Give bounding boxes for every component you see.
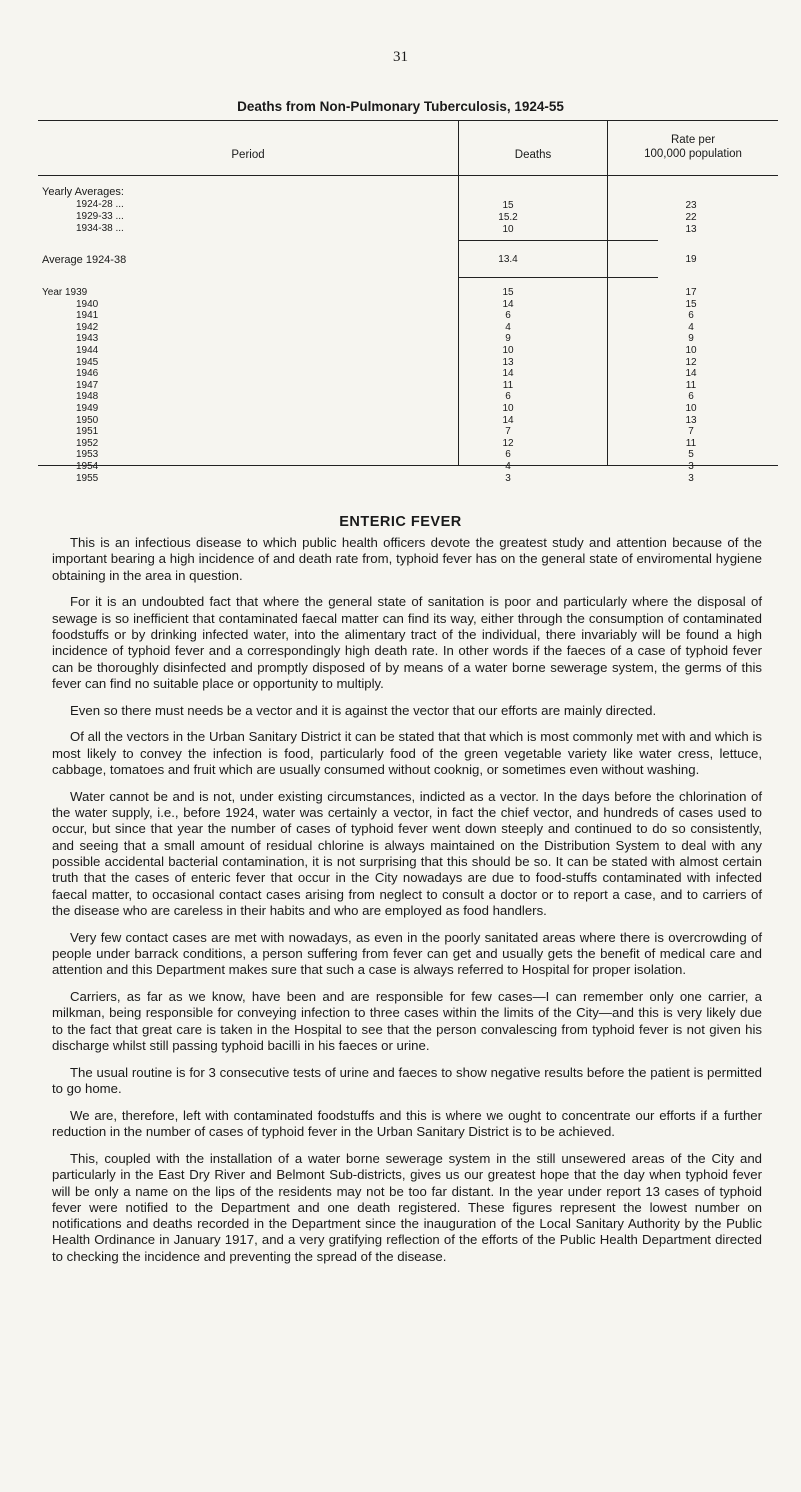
- table-row-deaths: 11: [502, 379, 514, 391]
- table-row-rate: 3: [688, 461, 694, 472]
- table-row-label: 1946: [76, 368, 99, 380]
- body-text: [52, 535, 762, 1276]
- table-row-rate: 10: [685, 345, 697, 356]
- table-row-rate: 5: [688, 449, 694, 461]
- table-row-rate: 13: [685, 224, 697, 235]
- table-row-rate: 13: [685, 414, 697, 426]
- table-row-deaths: 15: [502, 200, 514, 211]
- page-number: 31: [393, 49, 408, 65]
- paragraph: Very few contact cases are met with nowadays, as even in the poorly sanitated areas where there is overcrowding of people under barrack conditions, a person suffering from fever can get and usually gets the benefit of medical care and attention and this Department makes sure that such a case is always referred to Hospital for proper isolation.: [52, 929, 762, 978]
- table-row-label: Year 1939: [42, 287, 88, 298]
- table-title: Deaths from Non-Pulmonary Tuberculosis, 1924-55: [237, 99, 564, 114]
- table-row-label: 1951: [76, 426, 99, 438]
- section1-rule: [458, 240, 658, 241]
- table-row-label: 1952: [76, 437, 99, 449]
- paragraph: For it is an undoubted fact that where the general state of sanitation is poor and particularly where the disposal of sewage is so inefficient that contaminated faecal matter can find its way, either through the consumption of contaminated foodstuffs or by drinking infected water, into the alimentary tract of the individual, there invariably will be found a high incidence of typhoid fever and a correspondingly high death rate. In other words if the faeces of a case of typhoid fever can be thoroughly disinfected and promptly disposed of by means of a water borne sewerage system, the germs of this fever can find no suitable place or opportunity to multiply.: [52, 594, 762, 691]
- table-row-rate: 11: [685, 437, 697, 449]
- header-period: Period: [231, 149, 265, 161]
- table-row-label: 1944: [76, 345, 99, 356]
- table-row-deaths: 4: [505, 321, 511, 333]
- table-row-label: 1953: [76, 449, 99, 461]
- header-rate-line2: 100,000 population: [644, 148, 742, 160]
- table-row-label: 1934-38 ...: [76, 223, 124, 234]
- table-row-label: 1947: [76, 379, 99, 391]
- paragraph: The usual routine is for 3 consecutive tests of urine and faeces to show negative results before the patient is permitted to go home.: [52, 1064, 762, 1097]
- table-row-rate: 4: [688, 321, 694, 333]
- table-row-deaths: 10: [502, 403, 514, 414]
- table-row-rate: 6: [688, 310, 694, 322]
- table-row-deaths: 15: [502, 287, 514, 298]
- table-row-rate: 15: [685, 298, 697, 310]
- paragraph: This, coupled with the installation of a water borne sewerage system in the still unsewered areas of the City and particularly in the East Dry River and Belmont Sub-districts, gives us our greatest hope that the day when typhoid fever will be only a name on the lips of the residents may not be too far distant. In the year under report 13 cases of typhoid fever were notified to the Department and one death registered. These figures represent the lowest number on notifications and deaths recorded in the Department since the inauguration of the Local Sanitary Authority by the Public Health Ordinance in January 1917, and a very gratifying reflection of the efforts of the Public Health Department directed to checking the incidence and preventing the spread of the disease.: [52, 1151, 762, 1264]
- paragraph: Even so there must needs be a vector and it is against the vector that our efforts are mainly directed.: [70, 702, 657, 718]
- table-row-label: 1941: [76, 310, 99, 322]
- table-row-rate: 7: [688, 426, 694, 438]
- table-row-deaths: 14: [502, 414, 514, 426]
- table-row-label: 1955: [76, 472, 99, 484]
- table-row-label: 1950: [76, 414, 99, 426]
- table-row-deaths: 4: [505, 461, 511, 472]
- table-row-rate: 22: [685, 212, 697, 223]
- header-deaths: Deaths: [514, 149, 552, 161]
- deaths-column-rule: [458, 120, 459, 466]
- table-row-rate: 3: [688, 472, 694, 484]
- table-row-rate: 11: [685, 379, 697, 391]
- table-row-deaths: 9: [505, 333, 511, 345]
- rate-column-rule: [607, 120, 608, 466]
- table-row-rate: 14: [685, 368, 697, 380]
- table-row-label: 1942: [76, 321, 99, 333]
- table-row-deaths: 7: [505, 426, 511, 438]
- section1-heading: Yearly Averages:: [42, 186, 124, 198]
- table-row-rate: 12: [685, 356, 697, 368]
- average-rate: 19: [685, 254, 697, 265]
- table-row-rate: 9: [688, 333, 694, 345]
- table-row-label: 1945: [76, 356, 99, 368]
- tuberculosis-table: [38, 120, 778, 484]
- paragraph: Carriers, as far as we know, have been and are responsible for few cases—I can remember only one carrier, a milkman, being responsible for conveying infection to three cases within the limits of the City—and this is very likely due to the fact that great care is taken in the Hospital to see that the person convalescing from typhoid fever is not given his discharge whilst still passing typhoid bacilli in his faeces or urine.: [52, 989, 762, 1054]
- header-rate-line1: Rate per: [670, 134, 716, 146]
- table-row-rate: 10: [685, 403, 697, 414]
- paragraph: We are, therefore, left with contaminated foodstuffs and this is where we ought to concentrate our efforts if a further reduction in the number of cases of typhoid fever in the Urban Sanitary District is to be achieved.: [52, 1107, 762, 1140]
- table-top-rule: [38, 120, 778, 121]
- table-row-deaths: 10: [502, 224, 514, 235]
- table-header-rule: [38, 175, 778, 176]
- table-row-deaths: 3: [505, 472, 511, 484]
- table-row-label: 1948: [76, 391, 99, 403]
- paragraph: Water cannot be and is not, under existing circumstances, indicted as a vector. In the days before the chlorination of the water supply, i.e., before 1924, water was certainly a vector, in fact the chief vector, and hundreds of cases used to occur, but since that year the number of cases of typhoid fever went down steeply and continued to do so consistently, and seeing that a small amount of residual chlorine is always maintained on the Distribution System to deal with any possible accidental bacterial contamination, it is not surprising that this should be so. It can be stated with almost certain truth that the cases of enteric fever that occur in the City nowadays are due to food-stuffs contaminated with infected faecal matter, to occasional contact cases arising from neglect to consult a doctor or to report a case, and to carriers of the disease who are careless in their habits and who are employed as food handlers.: [52, 788, 762, 918]
- table-row-rate: 17: [685, 287, 697, 298]
- table-row-deaths: 14: [502, 368, 514, 380]
- table-row-label: 1940: [76, 298, 99, 310]
- table-row-deaths: 12: [502, 437, 514, 449]
- table-row-rate: 23: [685, 200, 697, 211]
- table-row-deaths: 6: [505, 391, 511, 403]
- table-row-deaths: 14: [502, 298, 514, 310]
- paragraph: This is an infectious disease to which public health officers devote the greatest study and attention because of the important bearing a high incidence of and death rate from, typhoid fever has on the general state of enviromental hygiene obtaining in the area in question.: [52, 535, 762, 583]
- table-row-deaths: 6: [505, 449, 511, 461]
- section-heading: ENTERIC FEVER: [339, 514, 462, 530]
- table-row-deaths: 10: [502, 345, 514, 356]
- table-row-deaths: 6: [505, 310, 511, 322]
- table-row-deaths: 13: [502, 356, 514, 368]
- table-row-label: 1949: [76, 403, 99, 414]
- table-row-deaths: 15.2: [498, 212, 518, 223]
- table-row-label: 1924-28 ...: [76, 199, 124, 210]
- section2-rule: [458, 277, 658, 278]
- table-row-label: 1929-33 ...: [76, 211, 124, 222]
- paragraph: Of all the vectors in the Urban Sanitary District it can be stated that that which is most commonly met with and which is most likely to convey the infection is food, particularly food of the green vegetable variety like water cress, lettuce, cabbage, tomatoes and fruit which are usually consumed without cooknig, or sometimes even without washing.: [52, 729, 762, 778]
- average-deaths: 13.4: [498, 254, 518, 265]
- table-row-label: 1943: [76, 333, 99, 345]
- table-row-rate: 6: [688, 391, 694, 403]
- table-row-label: 1954: [76, 461, 99, 472]
- average-label: Average 1924-38: [42, 254, 127, 266]
